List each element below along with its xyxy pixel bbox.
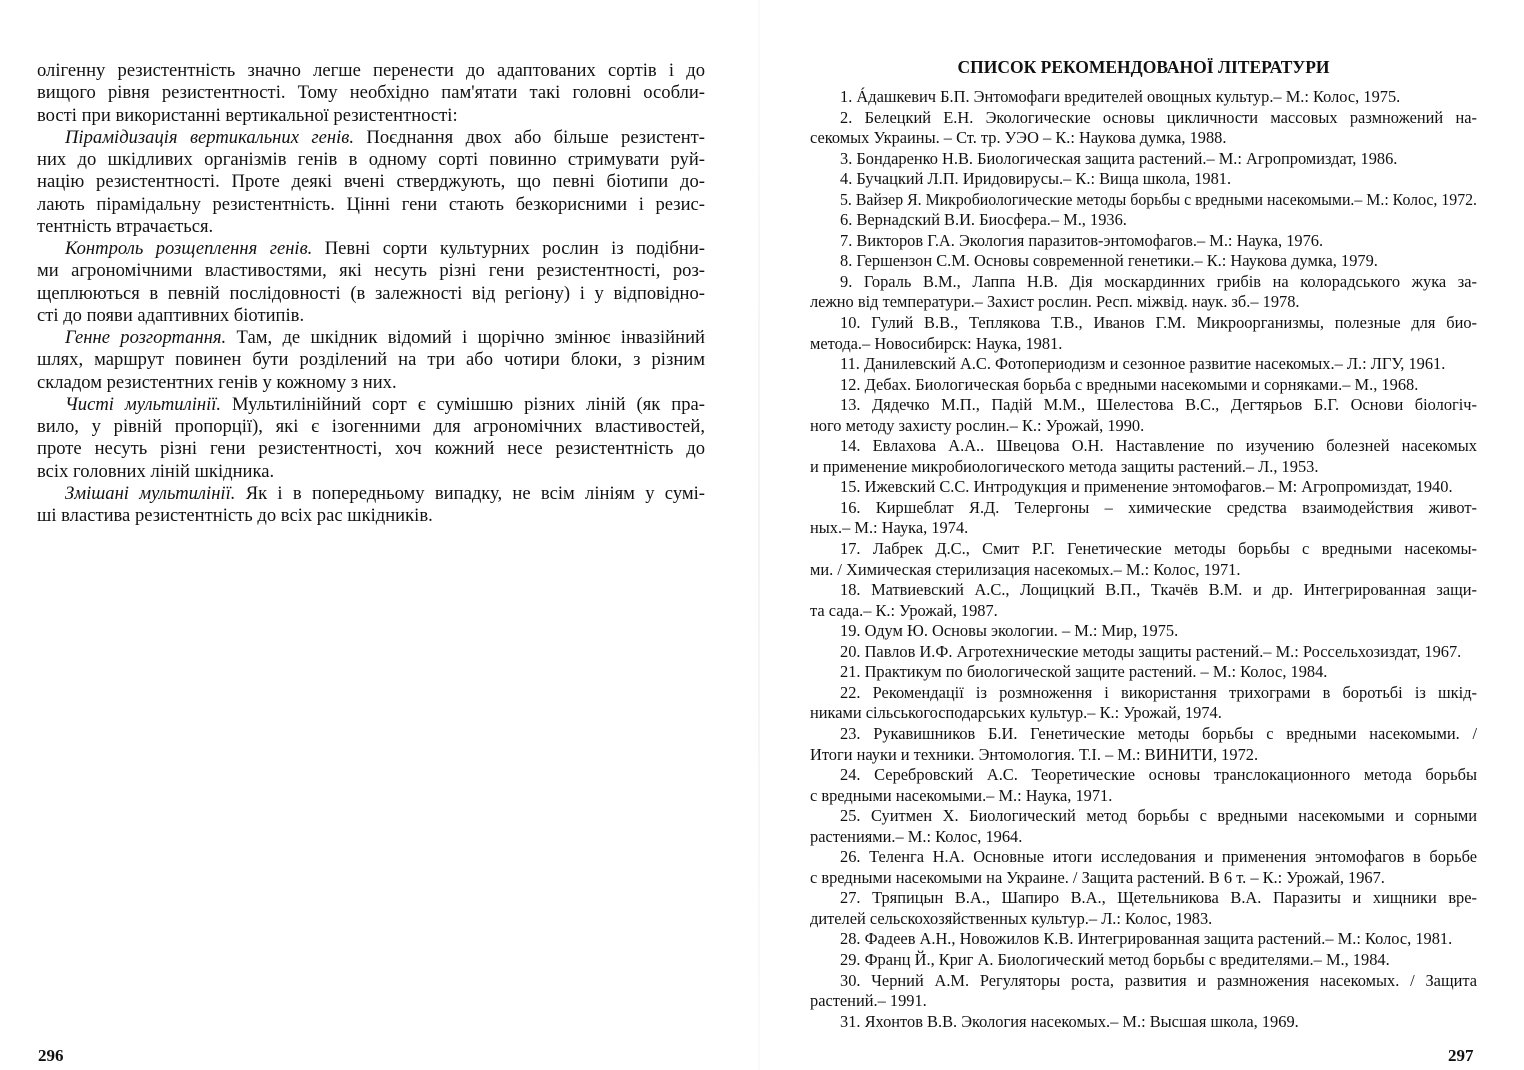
- reference-line: 18. Матвиевский А.С., Лощицкий В.П., Ткачёв В.М. и др. Интегрированная защи-: [840, 580, 1477, 600]
- paragraph: [37, 483, 705, 528]
- reference-line: 10. Гулий В.В., Теплякова Т.В., Иванов Г.М. Микроорганизмы, полезные для био-: [840, 313, 1477, 333]
- reference-item: [810, 108, 1477, 149]
- reference-line: 14. Евлахова А.А.. Швецова О.Н. Наставление по изучению болезней насекомых: [840, 436, 1477, 456]
- text-line: націю резистентності. Проте деякі вчені стверджують, що певні біотипи до-: [37, 171, 705, 193]
- reference-item: [810, 190, 1477, 211]
- reference-item: [810, 395, 1477, 436]
- reference-line: растениями.– М.: Колос, 1964.: [810, 826, 1023, 846]
- reference-item: [810, 313, 1477, 354]
- reference-line: Итоги науки и техники. Энтомология. Т.І. – М.: ВИНИТИ, 1972.: [810, 744, 1259, 764]
- reference-list: [810, 87, 1477, 1032]
- text-line: них до шкідливих організмів генів в одному сорті повинно стримувати руй-: [37, 149, 705, 170]
- reference-item: [810, 375, 1477, 396]
- left-page: [37, 0, 705, 1070]
- text-line: складом резистентних генів у кожному з них.: [37, 371, 397, 393]
- reference-item: [810, 354, 1477, 375]
- reference-line: 20. Павлов И.Ф. Агротехнические методы защиты растений.– М.: Россельхозиздат, 1967.: [840, 641, 1462, 661]
- text-line: вило, у рівній пропорції), які є ізогенними для агрономічних властивостей,: [37, 416, 705, 437]
- italic-lead: Генне розгортання.: [65, 327, 227, 348]
- reference-item: [810, 272, 1477, 313]
- paragraph: [37, 127, 705, 238]
- reference-line: 19. Одум Ю. Основы экологии. – М.: Мир, 1975.: [840, 621, 1179, 641]
- text-line: вості при використанні вертикальної резистентності:: [37, 104, 458, 126]
- left-page-body: [37, 60, 705, 527]
- reference-item: [810, 498, 1477, 539]
- reference-line: 2. Белецкий Е.Н. Экологические основы цикличности массовых размножений на-: [840, 107, 1477, 127]
- paragraph: [37, 394, 705, 483]
- reference-line: 24. Серебровский А.С. Теоретические основы транслокационного метода борьбы: [840, 765, 1477, 785]
- reference-item: [810, 929, 1477, 950]
- reference-line: ного методу захисту рослин.– К.: Урожай, 1990.: [810, 415, 1145, 435]
- reference-line: 16. Киршеблат Я.Д. Телергоны – химические средства взаимодействия живот-: [840, 497, 1477, 517]
- page-gutter: [758, 0, 760, 1070]
- text-line: проте несуть різні гени резистентності, хоч кожний несе резистентність до: [37, 438, 705, 460]
- reference-item: [810, 539, 1477, 580]
- text-line: Контроль розщеплення генів. Певні сорти культурних рослин із подібни-: [65, 238, 705, 259]
- reference-item: [810, 642, 1477, 663]
- reference-item: [810, 847, 1477, 888]
- reference-line: 9. Гораль В.М., Лаппа Н.В. Дія москардинних грибів на колорадського жука за-: [840, 271, 1477, 291]
- reference-line: 28. Фадеев А.Н., Новожилов К.В. Интегрированная защита растений.– М.: Колос, 1981.: [840, 929, 1453, 949]
- reference-item: [810, 149, 1477, 170]
- reference-line: 8. Гершензон С.М. Основы современной генетики.– К.: Наукова думка, 1979.: [840, 251, 1378, 271]
- reference-line: 27. Тряпицын В.А., Шапиро В.А., Щетельникова В.А. Паразиты и хищники вре-: [840, 888, 1477, 908]
- reference-line: метода.– Новосибирск: Наука, 1981.: [810, 333, 1063, 353]
- reference-line: ми. / Химическая стерилизация насекомых.– М.: Колос, 1971.: [810, 559, 1241, 579]
- paragraph: [37, 238, 705, 327]
- reference-item: [810, 888, 1477, 929]
- text-line: Чисті мультилінії. Мультилінійний сорт є сумішшю різних ліній (як пра-: [65, 393, 705, 415]
- page-number-right: 297: [1448, 1046, 1474, 1065]
- reference-line: с вредными насекомыми на Украине. / Защита растений. В 6 т. – К.: Урожай, 1967.: [810, 867, 1385, 887]
- reference-item: [810, 477, 1477, 498]
- text-line: Генне розгортання. Там, де шкідник відомий і щорічно змінює інвазійний: [65, 327, 705, 348]
- reference-item: [810, 683, 1477, 724]
- reference-line: 25. Суитмен Х. Биологический метод борьбы с вредными насекомыми и сорными: [840, 806, 1477, 826]
- reference-line: 4. Бучацкий Л.П. Иридовирусы.– К.: Вища школа, 1981.: [840, 169, 1232, 189]
- text-line: Пірамідизація вертикальних генів. Поєднання двох або більше резистент-: [65, 126, 706, 148]
- italic-lead: Чисті мультилінії.: [65, 393, 222, 415]
- reference-line: 30. Черний А.М. Регуляторы роста, развития и размножения насекомых. / Защита: [840, 970, 1477, 990]
- paragraph: [37, 327, 705, 394]
- reference-item: [810, 971, 1477, 1012]
- reference-item: [810, 231, 1477, 252]
- reference-item: [810, 436, 1477, 477]
- reference-line: растений.– 1991.: [810, 991, 927, 1011]
- reference-item: [810, 662, 1477, 683]
- reference-line: 21. Практикум по биологической защите растений. – М.: Колос, 1984.: [840, 662, 1328, 682]
- text-line: всіх головних ліній шкідника.: [37, 460, 275, 482]
- reference-line: 22. Рекомендації із розмноження і використання трихограми в боротьбі із шкід-: [840, 682, 1477, 702]
- reference-line: 13. Дядечко М.П., Падій М.М., Шелестова В.С., Дегтярьов Б.Г. Основи біологіч-: [840, 395, 1477, 415]
- text-line: щеплюються в певній послідовності (в залежності від регіону) і у відповідно-: [37, 282, 705, 304]
- reference-line: 6. Вернадский В.И. Биосфера.– М., 1936.: [840, 210, 1127, 230]
- reference-line: лежно від температури.– Захист рослин. Респ. міжвід. наук. зб.– 1978.: [810, 292, 1300, 312]
- text-line: Змішані мультилінії. Як і в попередньому випадку, не всім лініям у сумі-: [65, 482, 705, 504]
- reference-line: никами сільськогосподарських культур.– К.: Урожай, 1974.: [810, 703, 1222, 723]
- right-page: [810, 0, 1477, 1070]
- bibliography-title: СПИСОК РЕКОМЕНДОВАНОЇ ЛІТЕРАТУРИ: [957, 57, 1330, 77]
- reference-line: 15. Ижевский С.С. Интродукция и применение энтомофагов.– М: Агропромиздат, 1940.: [840, 477, 1453, 497]
- reference-item: [810, 1012, 1477, 1033]
- text-line: лають пірамідальну резистентність. Цінні гени стають безкорисними і резис-: [37, 193, 705, 215]
- reference-line: 29. Франц Й., Криг А. Биологический метод борьбы с вредителями.– М., 1984.: [840, 949, 1390, 969]
- reference-line: и применение микробиологического метода защиты растений.– Л., 1953.: [810, 456, 1319, 476]
- reference-item: [810, 580, 1477, 621]
- reference-line: 17. Лабрек Д.С., Смит Р.Г. Генетические методы борьбы с вредными насекомы-: [840, 539, 1477, 559]
- text-line: вищого рівня резистентності. Тому необхідно пам'ятати такі головні особли-: [37, 82, 705, 104]
- text-line: шлях, маршрут повинен бути розділений на три або чотири блоки, з різним: [37, 349, 705, 371]
- reference-item: [810, 950, 1477, 971]
- reference-item: [810, 87, 1477, 108]
- text-line: тентність втрачається.: [37, 215, 214, 237]
- reference-line: 1. Áдашкевич Б.П. Энтомофаги вредителей овощных культур.– М.: Колос, 1975.: [840, 87, 1401, 106]
- reference-item: [810, 765, 1477, 806]
- text-line: ші властива резистентність до всіх рас шкідників.: [37, 505, 433, 526]
- italic-lead: Пірамідизація вертикальних генів.: [65, 126, 354, 148]
- reference-line: с вредными насекомыми.– М.: Наука, 1971.: [810, 785, 1113, 805]
- reference-item: [810, 251, 1477, 272]
- reference-item: [810, 724, 1477, 765]
- reference-line: та сада.– К.: Урожай, 1987.: [810, 600, 998, 620]
- reference-line: 5. Вайзер Я. Микробиологические методы борьбы с вредными насекомыми.– М.: Колос, 1972.: [840, 189, 1477, 209]
- italic-lead: Контроль розщеплення генів.: [65, 238, 313, 259]
- reference-item: [810, 169, 1477, 190]
- text-line: сті до появи адаптивних біотипів.: [37, 304, 305, 326]
- page-number-left: 296: [38, 1046, 64, 1065]
- reference-line: 11. Данилевский А.С. Фотопериодизм и сезонное развитие насекомых.– Л.: ЛГУ, 1961.: [840, 354, 1446, 374]
- reference-item: [810, 806, 1477, 847]
- reference-line: 12. Дебах. Биологическая борьба с вредными насекомыми и сорняками.– М., 1968.: [840, 374, 1419, 394]
- reference-item: [810, 210, 1477, 231]
- paragraph: [37, 60, 705, 127]
- text-line: ми агрономічними властивостями, які несуть різні гени резистентності, роз-: [37, 260, 705, 282]
- reference-line: 23. Рукавишников Б.И. Генетические методы борьбы с вредными насекомыми. /: [840, 723, 1477, 743]
- reference-item: [810, 621, 1477, 642]
- reference-line: дителей сельскохозяйственных культур.– Л.: Колос, 1983.: [810, 908, 1213, 928]
- text-line: олігенну резистентність значно легше перенести до адаптованих сортів і до: [37, 60, 705, 81]
- reference-line: 3. Бондаренко Н.В. Биологическая защита растений.– М.: Агропромиздат, 1986.: [840, 148, 1398, 168]
- reference-line: ных.– М.: Наука, 1974.: [810, 518, 969, 538]
- reference-line: 31. Яхонтов В.В. Экология насекомых.– М.: Высшая школа, 1969.: [840, 1011, 1299, 1031]
- italic-lead: Змішані мультилінії.: [65, 482, 236, 504]
- reference-line: секомых Украины. – Ст. тр. УЭО – К.: Наукова думка, 1988.: [810, 128, 1227, 148]
- reference-line: 26. Теленга Н.А. Основные итоги исследования и применения энтомофагов в борьбе: [840, 847, 1477, 867]
- reference-line: 7. Викторов Г.А. Экология паразитов-энтомофагов.– М.: Наука, 1976.: [840, 230, 1324, 250]
